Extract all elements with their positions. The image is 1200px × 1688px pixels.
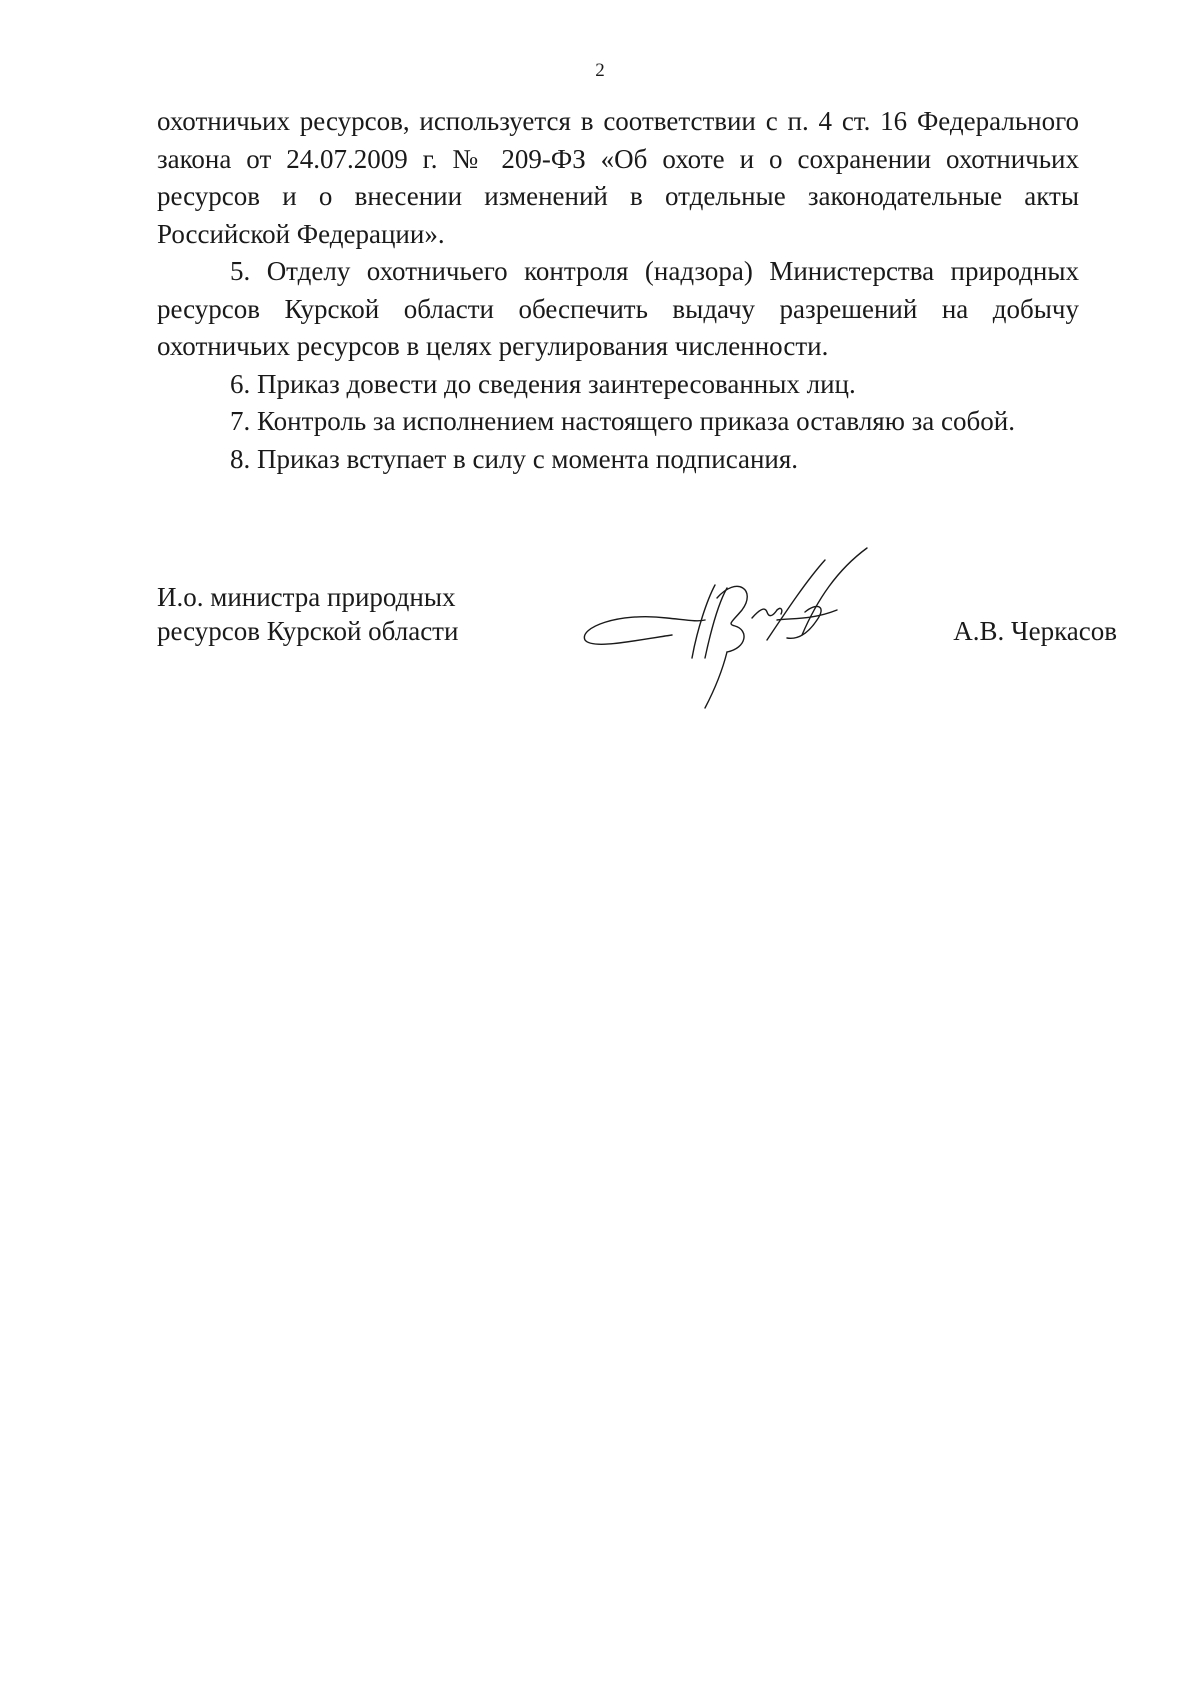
signature-icon — [577, 540, 877, 710]
paragraph-item-5: 5. Отделу охотничьего контроля (надзора) Министерства природных ресурсов Курской области обеспечить выдачу разрешений на добычу охотничьих ресурсов в целях регулирования численности. — [157, 256, 1079, 361]
paragraph-item-7: 7. Контроль за исполнением настоящего приказа оставляю за собой. — [230, 406, 1015, 436]
signature-block — [157, 580, 1117, 730]
signer-title — [157, 580, 458, 648]
paragraph-item-6: 6. Приказ довести до сведения заинтересованных лиц. — [230, 368, 856, 399]
signer-name: А.В. Черкасов — [953, 616, 1117, 646]
page-number: 2 — [595, 60, 605, 81]
signer-title-line-2: ресурсов Курской области — [157, 616, 459, 646]
document-body — [157, 103, 1079, 478]
signer-title-line-1: И.о. министра природных — [157, 582, 456, 612]
paragraph-continuation: охотничьих ресурсов, используется в соответствии с п. 4 ст. 16 Федерального закона от 24.07.2009 г. № 209-ФЗ «Об охоте и о сохранении охотничьих ресурсов и о внесении изменений в отдельные законодательные акты Российской Федерации». — [157, 106, 1079, 249]
paragraph-item-8: 8. Приказ вступает в силу с момента подписания. — [230, 443, 799, 474]
